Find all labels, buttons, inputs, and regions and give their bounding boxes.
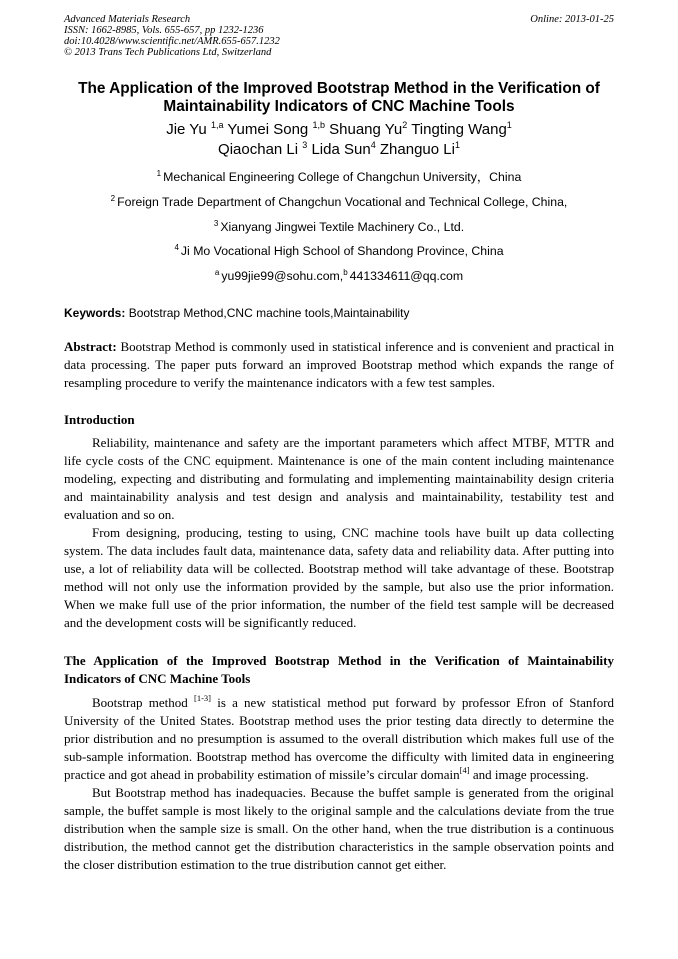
author-affiliation-mark: 1 (454, 139, 460, 150)
introduction-heading: Introduction (64, 412, 135, 427)
paragraph-text: is a new statistical method put forward by professor Efron of Stanford University of the United States. Bootstrap method uses the prior testing data directly to determine the prior distribution and no presumption is assumed to the overall distribution which makes full use of the sub-sample information. Bootstrap method has overcome the difficulty with limited data in engineering practice and got ahead in probability estimation of missile’s circular domain (64, 695, 615, 782)
author-name: Qiaochan Li (218, 140, 299, 158)
author-name: Lida Sun (311, 140, 371, 158)
author-affiliation-mark: 1 (506, 120, 512, 130)
author-affiliation-mark: 2 (402, 120, 408, 130)
affiliation-1 (60, 170, 618, 185)
citation[interactable]: [1-3] (193, 693, 211, 703)
paragraph-text: Bootstrap method (92, 695, 188, 710)
affiliation-number: 4 (174, 243, 179, 252)
affiliation-number: 3 (213, 219, 219, 228)
keywords-text: Bootstrap Method,CNC machine tools,Maintainability (128, 306, 410, 320)
keywords (64, 306, 616, 321)
affiliation-number: 1 (156, 169, 162, 178)
author-list (60, 120, 618, 159)
affiliation-text: Foreign Trade Department of Changchun Vocational and Technical College, China, (117, 195, 568, 209)
author-affiliation-mark: 4 (370, 139, 376, 150)
author-name: Jie Yu (166, 121, 207, 138)
abstract-text: Bootstrap Method is commonly used in statistical inference and is convenient and practical in data processing. The paper puts forward an improved Bootstrap method which expands the range of resampling procedure to verify the maintenance indicators with a few test samples. (64, 339, 615, 390)
paragraph: Reliability, maintenance and safety are the important parameters which affect MTBF, MTTR and life cycle costs of the CNC equipment. Maintenance is one of the main content including maintenance modeling, expecting and distributing and formulating and implementing maintainability design criteria and maintainability analysis and test design and analysis and maintainability, testability test and evaluation and so on. (64, 435, 614, 522)
author-emails (60, 269, 618, 284)
paragraph (64, 694, 614, 784)
author-name: Zhanguo Li (379, 140, 455, 158)
affiliation-3 (60, 220, 618, 235)
author-affiliation-mark: 3 (302, 139, 308, 150)
author-affiliation-mark: 1,a (210, 120, 224, 130)
paragraph: But Bootstrap method has inadequacies. Because the buffet sample is generated from the original sample, the buffet sample is most likely to the original sample and the calculations deviate from the true distribution when the sample size is small. On the other hand, when the true distribution is a continuous distribution, the method cannot get the distribution characteristics in the sample observation points and the closer distribution estimation to the true distribution cannot get either. (64, 785, 614, 872)
email-address[interactable]: 441334611@qq.com (349, 269, 464, 283)
email-mark: b (343, 268, 348, 277)
keywords-label: Keywords: (64, 306, 126, 320)
affiliation-text: Ji Mo Vocational High School of Shandong Province, China (180, 244, 504, 258)
email-address[interactable]: yu99jie99@sohu.com, (221, 269, 344, 283)
affiliation-text: Xianyang Jingwei Textile Machinery Co., Ltd. (220, 220, 465, 234)
introduction-body (64, 434, 614, 632)
author-name: Shuang Yu (329, 121, 403, 138)
author-name: Yumei Song (227, 121, 309, 138)
affiliation-text: Mechanical Engineering College of Changchun University，China (163, 170, 522, 184)
affiliation-2 (60, 195, 618, 210)
abstract-label: Abstract: (64, 339, 117, 354)
journal-name: Advanced Materials Research (64, 14, 191, 25)
online-date: Online: 2013-01-25 (530, 14, 614, 25)
author-name: Tingting Wang (411, 121, 507, 138)
citation[interactable]: [4] (459, 765, 470, 775)
paragraph: From designing, producing, testing to using, CNC machine tools have built up data collecting system. The data includes fault data, maintenance data, safety data and reliability data. After putting into use, a lot of reliability data will be collected. Bootstrap method will take advantage of these. Bootstrap method will not only use the information provided by the sample, but also use the prior information. When we make full use of the prior information, the number of the field test sample will be decreased and the development costs will be significantly reduced. (64, 525, 614, 630)
abstract (64, 338, 614, 392)
journal-doi: doi:10.4028/www.scientific.net/AMR.655-657.1232 (64, 36, 280, 47)
section-body (64, 694, 614, 874)
paper-title: The Application of the Improved Bootstrap Method in the Verification of Maintainability Indicators of CNC Machine Tools (78, 80, 600, 115)
email-mark: a (214, 268, 220, 277)
affiliation-4 (60, 244, 618, 259)
journal-copyright: © 2013 Trans Tech Publications Ltd, Switzerland (64, 47, 272, 58)
paragraph-text: and image processing. (472, 767, 589, 782)
section-heading: The Application of the Improved Bootstrap Method in the Verification of Maintainability Indicators of CNC Machine Tools (64, 653, 614, 686)
journal-issn: ISSN: 1662-8985, Vols. 655-657, pp 1232-1236 (64, 25, 264, 36)
affiliation-number: 2 (110, 194, 116, 203)
author-affiliation-mark: 1,b (312, 120, 325, 130)
journal-header (64, 14, 280, 58)
